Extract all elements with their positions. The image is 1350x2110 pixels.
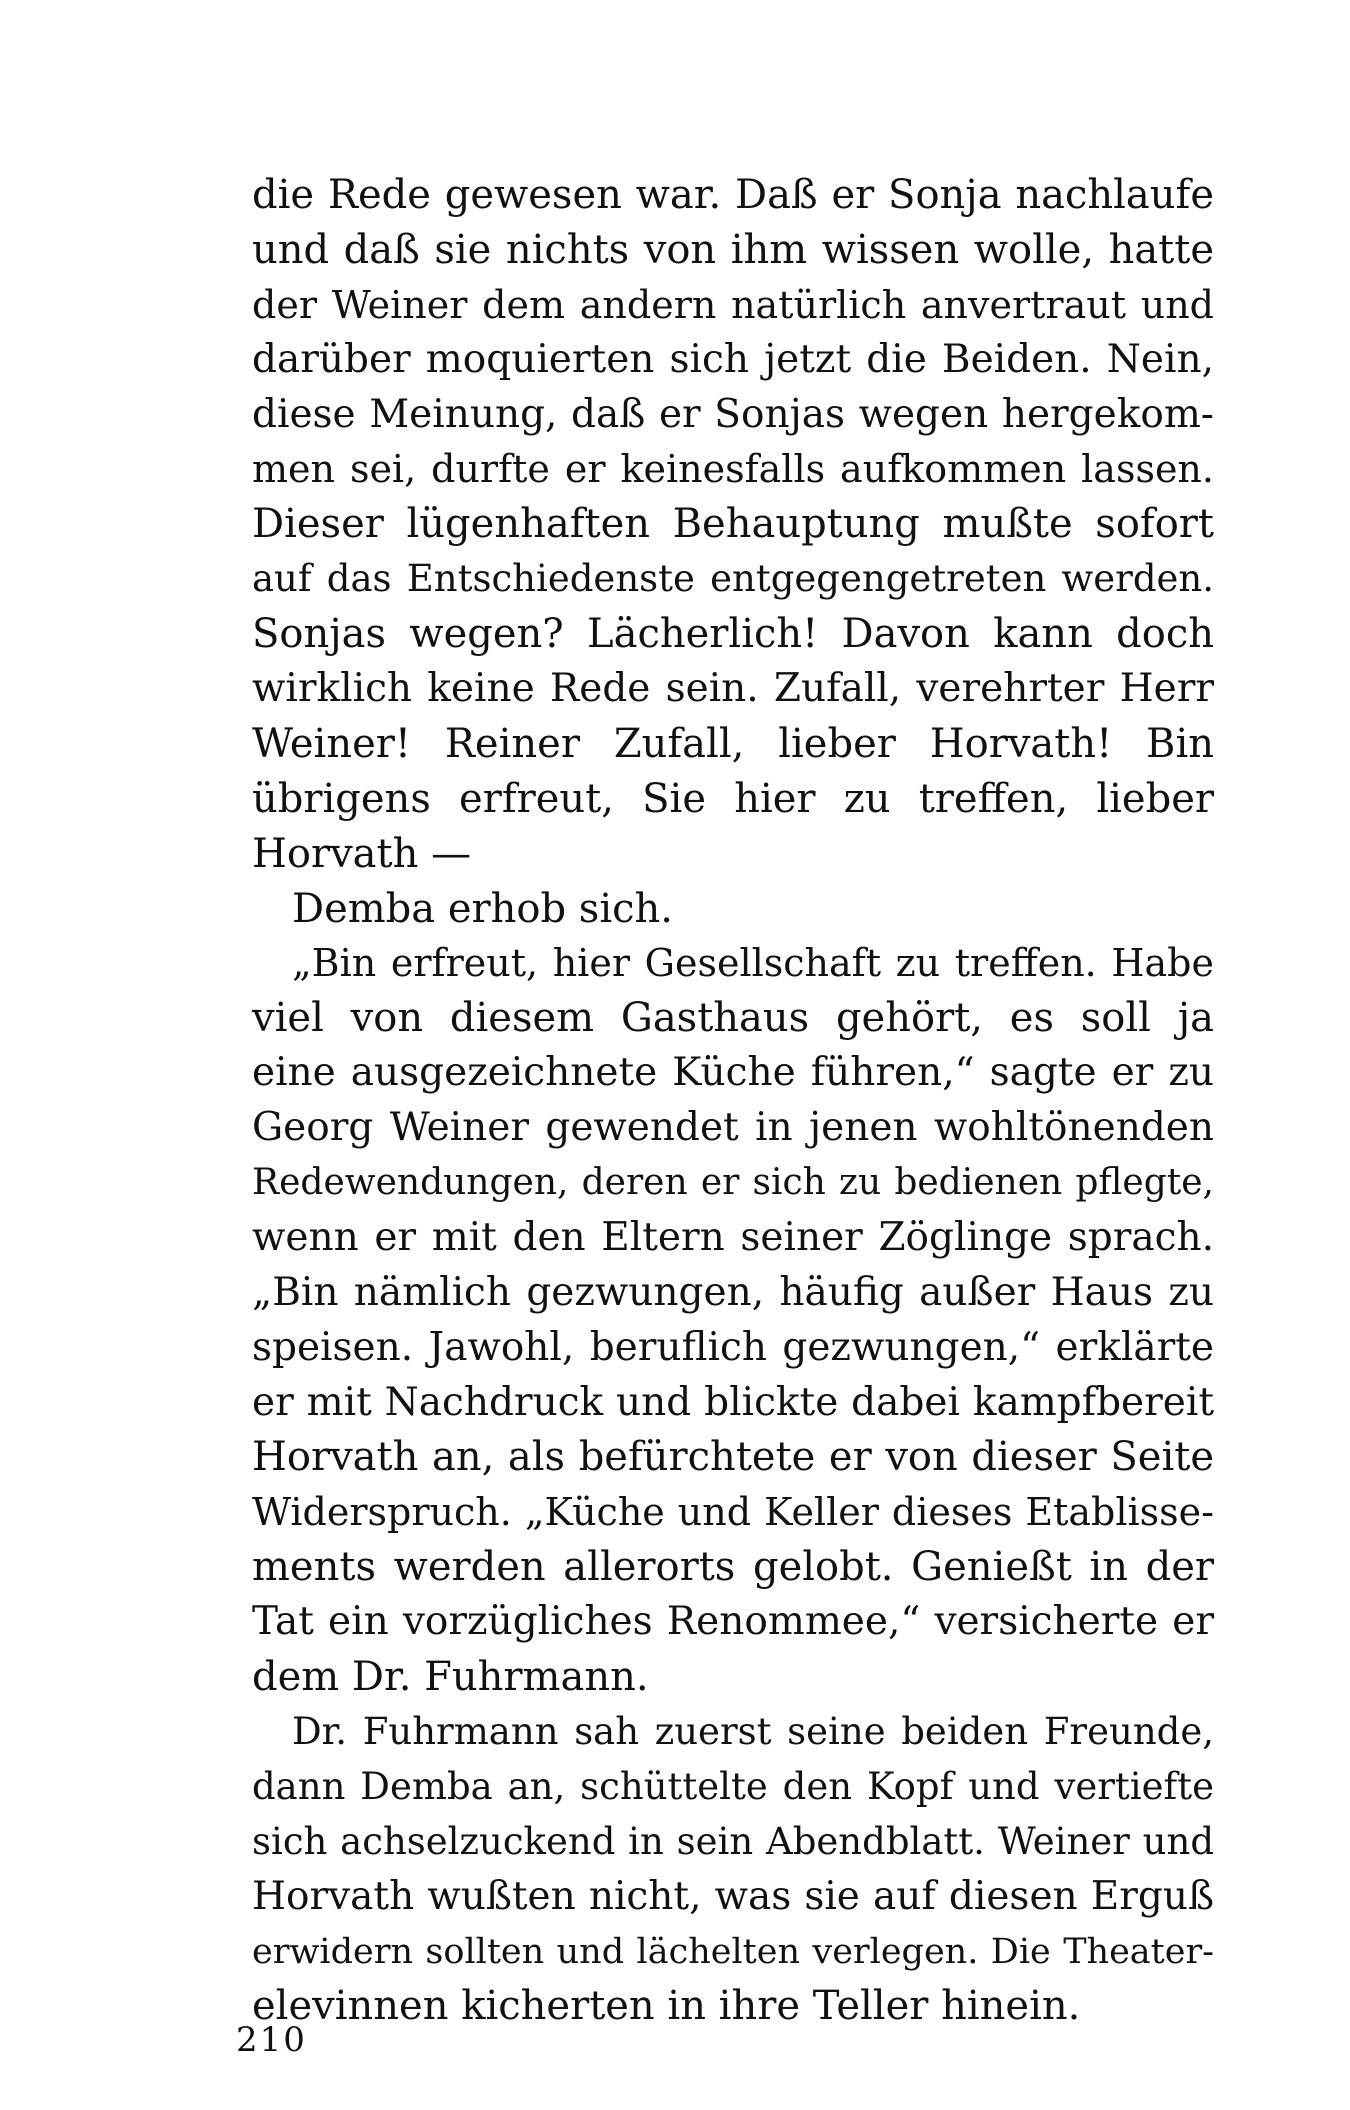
text-line: eine ausgezeichnete Küche führen,“ sagte er zu bbox=[252, 1050, 1214, 1096]
text-line: wenn er mit den Eltern seiner Zöglinge sprach. bbox=[252, 1214, 1214, 1260]
text-line: Widerspruch. „Küche und Keller dieses Etablisse- bbox=[252, 1490, 1214, 1535]
text-line: Demba erhob sich. bbox=[292, 885, 673, 932]
text-line: ments werden allerorts gelobt. Genießt in der bbox=[252, 1544, 1214, 1591]
text-line: darüber moquierten sich jetzt die Beiden. Nein, bbox=[252, 336, 1214, 382]
text-line: er mit Nachdruck und blickte dabei kampfbereit bbox=[252, 1379, 1214, 1425]
text-line: Tat ein vorzügliches Renommee,“ versicherte er bbox=[252, 1599, 1214, 1645]
text-line: Dr. Fuhrmann sah zuerst seine beiden Freunde, bbox=[292, 1709, 1214, 1753]
text-line: sich achselzuckend in sein Abendblatt. Weiner und bbox=[252, 1819, 1214, 1863]
text-line: Sonjas wegen? Lächerlich! Davon kann doch bbox=[252, 611, 1214, 658]
text-line: wirklich keine Rede sein. Zufall, verehrter Herr bbox=[252, 666, 1214, 712]
text-line: übrigens erfreut, Sie hier zu treffen, lieber bbox=[252, 775, 1214, 822]
text-line: erwidern sollten und lächelten verlegen. Die Theater- bbox=[252, 1931, 1214, 1972]
text-line: „Bin nämlich gezwungen, häufig außer Haus zu bbox=[252, 1269, 1214, 1315]
text-line: Horvath wußten nicht, was sie auf diesen Erguß bbox=[252, 1873, 1214, 1919]
page-number: 210 bbox=[236, 2020, 307, 2060]
text-line: die Rede gewesen war. Daß er Sonja nachlaufe bbox=[252, 172, 1214, 218]
text-line: Redewendungen, deren er sich zu bedienen pflegte, bbox=[252, 1162, 1214, 1204]
text-line: Weiner! Reiner Zufall, lieber Horvath! Bin bbox=[252, 720, 1214, 767]
text-line: auf das Entschiedenste entgegengetreten werden. bbox=[252, 557, 1214, 601]
text-line: „Bin erfreut, hier Gesellschaft zu treffen. Habe bbox=[292, 941, 1214, 986]
text-line: diese Meinung, daß er Sonjas wegen hergekom- bbox=[252, 391, 1214, 437]
text-line: der Weiner dem andern natürlich anvertraut und bbox=[252, 282, 1214, 327]
text-line: dann Demba an, schüttelte den Kopf und vertiefte bbox=[252, 1764, 1214, 1808]
body-text bbox=[252, 168, 1214, 2034]
text-line: dem Dr. Fuhrmann. bbox=[252, 1654, 649, 1701]
text-line: Dieser lügenhaften Behauptung mußte sofort bbox=[252, 501, 1214, 548]
text-line: elevinnen kicherten in ihre Teller hinein. bbox=[252, 1983, 1081, 2030]
text-line: Georg Weiner gewendet in jenen wohltönenden bbox=[252, 1105, 1214, 1151]
text-line: viel von diesem Gasthaus gehört, es soll ja bbox=[252, 995, 1214, 1042]
text-line: Horvath — bbox=[252, 830, 472, 877]
text-line: und daß sie nichts von ihm wissen wolle, hatte bbox=[252, 226, 1214, 273]
text-line: Horvath an, als befürchtete er von dieser Seite bbox=[252, 1434, 1214, 1481]
text-line: speisen. Jawohl, beruflich gezwungen,“ erklärte bbox=[252, 1324, 1214, 1370]
text-line: men sei, durfte er keinesfalls aufkommen lassen. bbox=[252, 447, 1214, 492]
